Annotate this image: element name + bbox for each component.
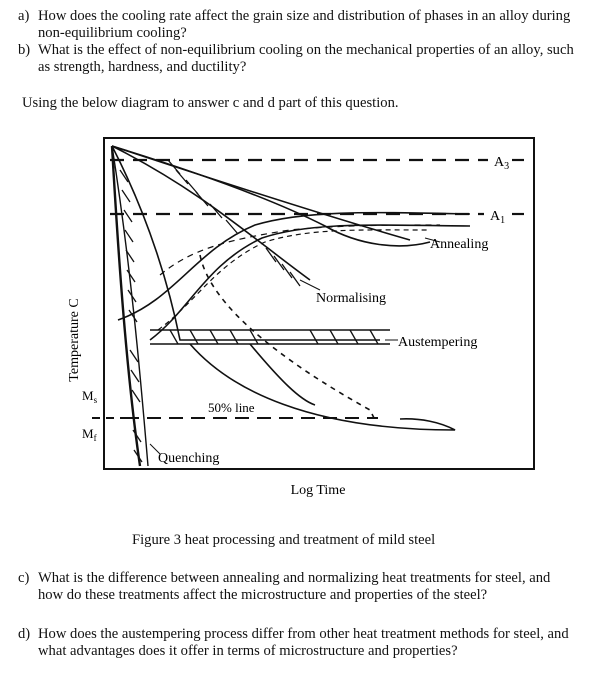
question-a bbox=[18, 8, 578, 42]
austempering-curve bbox=[112, 146, 380, 340]
ttt-finish-curve bbox=[150, 225, 470, 340]
question-a-label: a) bbox=[18, 8, 30, 24]
instruction-text: Using the below diagram to answer c and d part of this question. bbox=[22, 95, 399, 111]
question-c bbox=[18, 570, 578, 604]
question-b-text: What is the effect of non-equilibrium cooling on the mechanical properties of an alloy, such as strength, hardness, and ductility? bbox=[38, 42, 574, 75]
austempering-label: Austempering bbox=[398, 335, 478, 350]
question-d bbox=[18, 626, 578, 660]
question-c-text: What is the difference between annealing and normalizing heat treatments for steel, and how do these treatments affect the microstructure and properties of the steel? bbox=[38, 570, 551, 603]
question-a-text: How does the cooling rate affect the grain size and distribution of phases in an alloy during non-equilibrium cooling? bbox=[38, 8, 571, 41]
a3-label: $A_3$ bbox=[494, 155, 510, 172]
austempering-hold-loop bbox=[190, 344, 455, 430]
question-d-text: How does the austempering process differ from other heat treatment methods for steel, and what advantages does it offer in terms of microstructure and properties? bbox=[38, 626, 569, 659]
question-c-label: c) bbox=[18, 570, 30, 586]
fifty-line-label: 50% line bbox=[208, 400, 255, 415]
normalising-label: Normalising bbox=[316, 291, 386, 306]
dashed-cooling-curve bbox=[200, 255, 376, 422]
mf-label: $M_f$ bbox=[82, 426, 97, 443]
heat-treatment-diagram bbox=[0, 130, 613, 510]
question-d-label: d) bbox=[18, 626, 31, 642]
fifty-percent-curve bbox=[160, 225, 440, 275]
question-b bbox=[18, 42, 578, 76]
a1-label: $A_1$ bbox=[490, 209, 506, 226]
hatched-bands bbox=[120, 160, 378, 462]
annealing-label: Annealing bbox=[430, 237, 489, 252]
ms-label: $M_s$ bbox=[82, 388, 98, 405]
y-axis-label: Temperature C bbox=[67, 298, 82, 382]
question-b-label: b) bbox=[18, 42, 31, 58]
x-axis-label: Log Time bbox=[290, 483, 346, 498]
figure-caption: Figure 3 heat processing and treatment of mild steel bbox=[132, 532, 436, 548]
quenching-label: Quenching bbox=[158, 451, 220, 466]
